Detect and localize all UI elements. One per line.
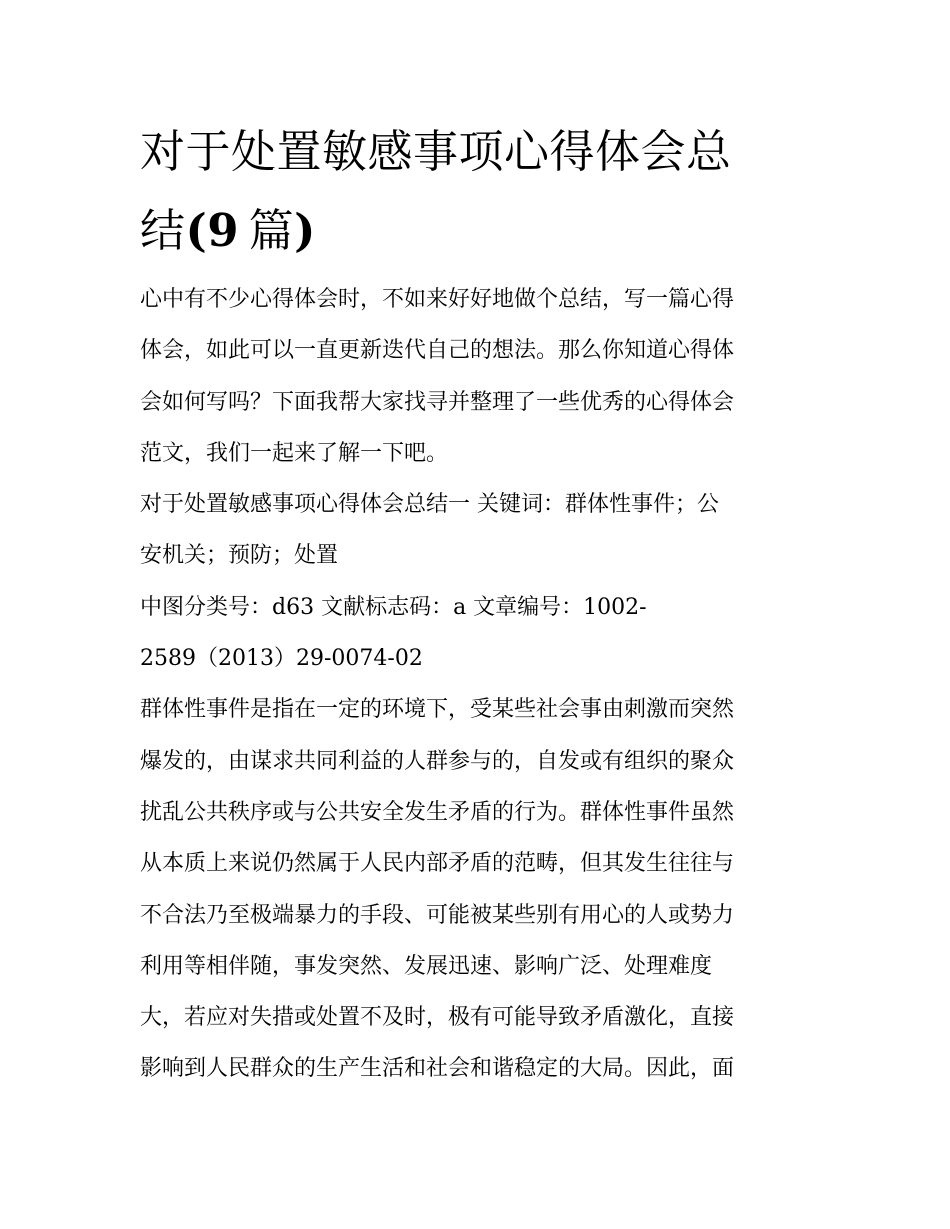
body-line: 不合法乃至极端暴力的手段、可能被某些别有用心的人或势力 [140,902,735,928]
body-line: 中图分类号：d63 文献标志码：a 文章编号：1002- [140,594,647,620]
body-line: 大，若应对失措或处置不及时，极有可能导致矛盾激化，直接 [140,1005,735,1031]
body-line: 爆发的，由谋求共同利益的人群参与的，自发或有组织的聚众 [140,748,735,774]
title-count-number: (9 [185,204,240,257]
title-close-paren: ) [294,204,316,257]
body-line: 范文，我们一起来了解一下吧。 [140,440,449,466]
document-body [140,280,830,1101]
title-line-1: 对于处置敏感事项心得体会总 [140,125,732,178]
body-line: 心中有不少心得体会时，不如来好好地做个总结，写一篇心得 [140,287,735,312]
body-line: 会如何写吗？下面我帮大家找寻并整理了一些优秀的心得体会 [140,389,735,415]
body-line: 体会，如此可以一直更新迭代自己的想法。那么你知道心得体 [140,338,735,364]
title-line-2-prefix: 结 [140,204,186,257]
body-line: 对于处置敏感事项心得体会总结一 关键词：群体性事件；公 [140,492,719,518]
body-line: 利用等相伴随，事发突然、发展迅速、影响广泛、处理难度 [140,953,713,979]
body-line: 影响到人民群众的生产生活和社会和谐稳定的大局。因此，面 [140,1056,735,1082]
body-line: 从本质上来说仍然属于人民内部矛盾的范畴，但其发生往往与 [140,851,735,877]
body-line: 2589（2013）29-0074-02 [140,646,423,672]
body-line: 扰乱公共秩序或与公共安全发生矛盾的行为。群体性事件虽然 [140,799,735,825]
body-line: 安机关；预防；处置 [140,543,339,569]
body-line: 群体性事件是指在一定的环境下，受某些社会事由刺激而突然 [140,697,735,723]
document-title [140,112,820,270]
title-count-unit: 篇 [248,204,295,257]
